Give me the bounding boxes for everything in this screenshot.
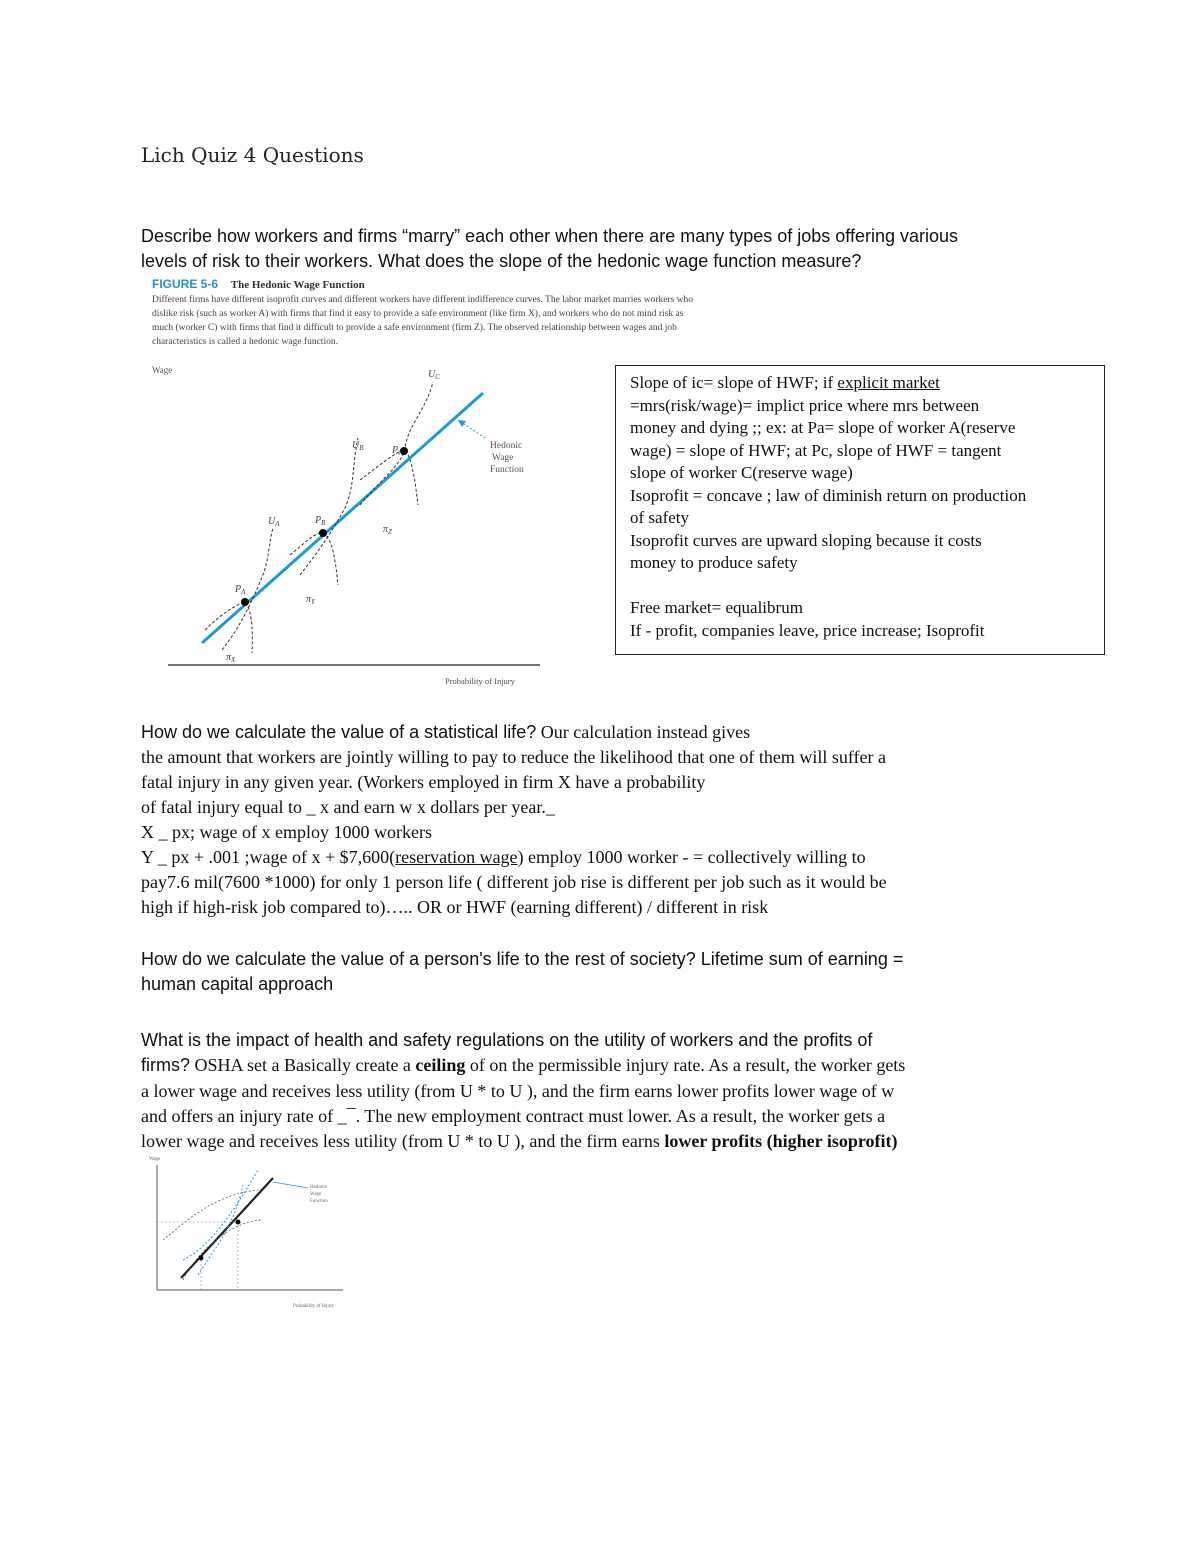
- notes-line-4: wage) = slope of HWF; at Pc, slope of HWF = tangent: [630, 440, 1002, 460]
- lower-profits-term: lower profits (higher isoprofit): [664, 1131, 898, 1151]
- notes-line-2: =mrs(risk/wage)= implict price where mrs between: [630, 395, 980, 415]
- question-2-line-4: of fatal injury equal to _ x and earn w x dollars per year._: [141, 797, 555, 817]
- notes-line-1: [630, 372, 1094, 395]
- hwf-pointer-arrowhead: [458, 420, 466, 427]
- small-hwf-label-3: Function: [310, 1199, 328, 1204]
- document-title: Lich Quiz 4 Questions: [141, 143, 364, 167]
- question-2-answer-start: Our calculation instead gives: [536, 722, 751, 742]
- hwf-label-1: Hedonic: [490, 441, 523, 451]
- label-pc: $P_C$: [392, 445, 403, 457]
- question-3-line-1: How do we calculate the value of a person's life to the rest of society? Lifetime sum of earning =: [141, 949, 904, 969]
- figure-caption: Different firms have different isoprofit curves and different workers have different indifference curves. The labor market marries workers who dislike risk (such as worker A) with firms that find it easy to provide a safe environment (like firm X), and workers who do not mind risk as much (worker C) with firms that find it difficult to provide a safe environment (firm Z). The observed relationship between wages and job characteristics is called a hedonic wage function.: [152, 295, 694, 347]
- notes-line-10: Free market= equalibrum: [630, 598, 803, 617]
- question-2-line-6-end: ) employ 1000 worker - = collectively willing to: [517, 847, 866, 867]
- notes-line-6: Isoprofit = concave ; law of diminish return on production: [630, 485, 1027, 505]
- question-4-line-2: [141, 1053, 1061, 1079]
- question-4: [141, 1028, 1061, 1155]
- question-2-line-1: [141, 720, 1061, 745]
- ceiling-term: ceiling: [415, 1055, 466, 1075]
- question-2-line-7: pay7.6 mil(7600 *1000) for only 1 person life ( different job rise is different per job such as it would be: [141, 872, 887, 892]
- question-4-answer-cont: of on the permissible injury rate. As a result, the worker gets: [465, 1055, 906, 1075]
- question-3-line-2: human capital approach: [141, 974, 334, 994]
- small-point-2: [236, 1220, 241, 1225]
- question-2: [141, 720, 1061, 920]
- notes-box: [615, 365, 1105, 655]
- notes-line-5: slope of worker C(reserve wage): [630, 463, 853, 482]
- notes-line-8: Isoprofit curves are upward sloping because it costs: [630, 530, 982, 550]
- question-2-line-8: high if high-risk job compared to)….. OR or HWF (earning different) / different in risk: [141, 897, 769, 917]
- question-4-line-3: a lower wage and receives less utility (from U * to U ), and the firm earns lower profits lower wage of w: [141, 1081, 895, 1101]
- point-pb: [319, 529, 327, 537]
- question-2-line-6: [141, 845, 1061, 870]
- question-4-line-1: What is the impact of health and safety regulations on the utility of workers and the profits of: [141, 1030, 873, 1050]
- notes-line-3: money and dying ;; ex: at Pa= slope of worker A(reserve: [630, 418, 1016, 437]
- label-ub: $U_B$: [352, 440, 364, 452]
- question-4-heading-end: firms?: [141, 1055, 190, 1075]
- notes-underlined-term: explicit market: [837, 373, 940, 392]
- notes-line-1-text: Slope of ic= slope of HWF; if: [630, 373, 838, 392]
- small-y-axis-label: Wage: [149, 1157, 161, 1162]
- small-curve-3: [163, 1190, 258, 1240]
- indifference-curve-a: [222, 528, 273, 650]
- notes-line-11: If - profit, companies leave, price increase; Isoprofit: [630, 620, 985, 640]
- label-pi-y: $\pi_Y$: [306, 594, 315, 606]
- question-4-line-5-start: lower wage and receives less utility (from U * to U ), and the firm earns: [141, 1131, 665, 1151]
- question-4-line-4: and offers an injury rate of _¯. The new employment contract must lower. As a result, the worker gets a: [141, 1106, 886, 1126]
- question-1: [141, 224, 1061, 274]
- question-2-line-5: X _ px; wage of x employ 1000 workers: [141, 822, 432, 842]
- label-pb: $P_B$: [315, 515, 326, 527]
- hwf-label-3: Function: [490, 465, 524, 475]
- question-2-heading: How do we calculate the value of a statistical life?: [141, 722, 537, 742]
- indifference-curve-c: [360, 382, 433, 505]
- small-hwf-line: [181, 1178, 273, 1278]
- figure-name: The Hedonic Wage Function: [230, 279, 365, 291]
- notes-line-blank: [630, 575, 1094, 598]
- isoprofit-curve-x: [205, 602, 252, 653]
- indifference-curve-b: [300, 438, 358, 575]
- small-hwf-label-2: Wage: [310, 1192, 322, 1197]
- small-hwf-label-1: Hedonic: [310, 1185, 327, 1190]
- y-axis-label: Wage: [152, 365, 173, 375]
- small-hwf-pointer: [273, 1182, 308, 1188]
- question-3: [141, 947, 1061, 997]
- question-1-line-2: levels of risk to their workers. What does the slope of the hedonic wage function measure?: [141, 251, 862, 271]
- question-1-line-1: Describe how workers and firms “marry” each other when there are many types of jobs offering various: [141, 226, 959, 246]
- question-2-line-2: the amount that workers are jointly willing to pay to reduce the likelihood that one of them will suffer a: [141, 747, 886, 767]
- label-uc: $U_C$: [428, 369, 440, 381]
- question-2-line-3: fatal injury in any given year. (Workers employed in firm X have a probability: [141, 772, 706, 792]
- label-ua: $U_A$: [268, 516, 280, 528]
- small-x-axis-label: Probability of Injury: [293, 1304, 335, 1309]
- figure-heading: [152, 277, 365, 291]
- hedonic-wage-diagram: [140, 360, 600, 690]
- notes-line-7: of safety: [630, 508, 690, 527]
- label-pi-z: $\pi_Z$: [383, 524, 392, 536]
- hwf-label-2: Wage: [492, 453, 514, 463]
- question-4-answer-start: OSHA set a Basically create a: [190, 1055, 416, 1075]
- label-pa: $P_A$: [235, 584, 246, 596]
- notes-line-9: money to produce safety: [630, 553, 798, 572]
- reservation-wage-term: reservation wage: [395, 847, 518, 867]
- small-curve-4: [183, 1220, 263, 1280]
- x-axis-label: Probability of Injury: [445, 676, 515, 686]
- small-curve-1: [198, 1185, 243, 1275]
- point-pa: [241, 598, 249, 606]
- figure-number: FIGURE 5-6: [152, 277, 219, 291]
- question-2-line-6-start: Y _ px + .001 ;wage of x + $7,600(: [141, 847, 396, 867]
- small-point-1: [199, 1256, 204, 1261]
- label-pi-x: $\pi_X$: [226, 652, 236, 664]
- regulation-diagram: [143, 1150, 358, 1315]
